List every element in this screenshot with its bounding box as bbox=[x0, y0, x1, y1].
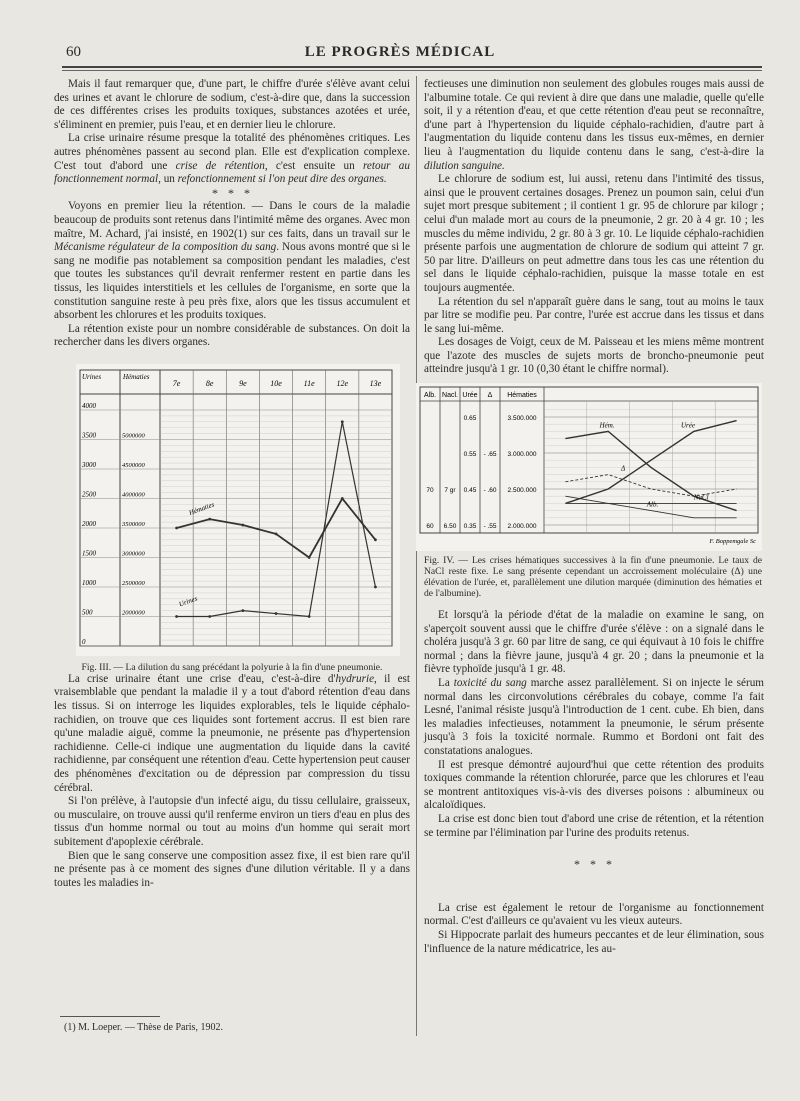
fig3-point bbox=[308, 556, 311, 559]
footnote: (1) M. Loeper. — Thèse de Paris, 1902. bbox=[64, 1022, 223, 1033]
fig4-table-cell: 2.000.000 bbox=[507, 523, 537, 531]
left-column bbox=[54, 78, 410, 890]
right-para-7: Il est presque démontré aujourd'hui que cette rétention des produits toxiques commande la rétention chlorurée, parce que les chlorures et l'eau se montrent antitoxiques vis-à-vis des diverses poisons : albumineux ou alcaloïdiques. bbox=[424, 758, 764, 812]
section-stars-2: * * * bbox=[574, 857, 614, 872]
fig3-urines-tick: 3000 bbox=[82, 460, 96, 469]
page-number: 60 bbox=[66, 44, 81, 60]
section-stars-1: * * * bbox=[212, 185, 252, 200]
fig4-series-line bbox=[565, 421, 736, 504]
fig3-day-label: 8e bbox=[205, 378, 214, 388]
left-para-2-i2: retour au fonctionnement normal bbox=[54, 159, 410, 186]
left-para-3-i: Mécanisme régulateur de la composition du sang bbox=[54, 241, 277, 254]
fig3-urines-tick: 4000 bbox=[82, 401, 96, 410]
journal-title: LE PROGRÈS MÉDICAL bbox=[304, 44, 496, 60]
fig4-table-cell: - .60 bbox=[483, 487, 497, 495]
fig3-day-label: 9e bbox=[239, 378, 247, 388]
figure-3-caption: Fig. III. — La dilution du sang précédant la polyurie à la fin d'une pneumonie. bbox=[81, 661, 383, 673]
fig4-table-cell: 0.45 bbox=[463, 487, 477, 495]
fig4-table-cell: 6.50 bbox=[443, 523, 457, 531]
fig3-day-label: 11e bbox=[303, 378, 315, 388]
fig3-day-label: 7e bbox=[172, 378, 181, 388]
fig3-urines-tick: 3500 bbox=[82, 431, 96, 440]
fig3-point bbox=[374, 585, 377, 588]
left-para-2-b: , c'est ensuite un bbox=[264, 159, 363, 172]
fig3-urines-tick: 500 bbox=[82, 608, 93, 617]
fig4-series-label: Alb. bbox=[646, 500, 659, 509]
fig4-table-header: Alb. bbox=[423, 392, 437, 400]
left-para-3-a: Voyons en premier lieu la rétention. — Dans le cours de la maladie beaucoup de produits sont retenus dans l'intimité même des organes. Avec mon maître, M. Achard, j'ai insisté, en 1902(1) sur ces faits, dans un travail sur le bbox=[54, 200, 410, 240]
fig3-series-label-hematies: Hématies bbox=[187, 500, 216, 517]
fig4-table-cell: 2.500.000 bbox=[507, 487, 537, 495]
right-para-3: La rétention du sel n'apparaît guère dans le sang, tout au moins le taux par litre se modifie peu. Par contre, l'urée est accrue dans les tissus et dans le sang lui-même. bbox=[424, 295, 764, 335]
left-para-2-i1: crise de rétention bbox=[175, 159, 265, 172]
right-para-1 bbox=[424, 78, 764, 173]
fig3-point bbox=[175, 526, 178, 529]
right-para-1-i: dilution sanguine. bbox=[424, 159, 505, 172]
left-para-2 bbox=[54, 132, 410, 186]
fig4-series-line bbox=[565, 431, 736, 510]
fig4-table-cell: 0.55 bbox=[463, 451, 477, 459]
fig4-table-cell: 0.65 bbox=[463, 415, 477, 423]
fig3-col-header-hematies: Hématies bbox=[123, 372, 150, 381]
fig3-point bbox=[208, 615, 211, 618]
right-para-1-a: fectieuses une diminution non seulement des globules rouges mais aussi de l'albumine totale. Ce qui revient à dire que dans une maladie, quelle qu'elle soit, il y a rétention d'eau, et que cette rétention d'eau peut se reconnaître, d'une part à l'hypertension du liquide céphalo-rachidien, d'autre part à l'augmentation du liquide contenu dans les tissus eux-mêmes, en dernier lieu à l'augmentation du liquide contenu dans le sang, c'est-à-dire la bbox=[424, 78, 764, 158]
right-para-6 bbox=[424, 677, 764, 759]
right-para-8: La crise est donc bien tout d'abord une crise de rétention, et la rétention se termine par l'élimination par l'urine des produits retenus. bbox=[424, 812, 764, 839]
fig4-series-label: Urée bbox=[680, 421, 695, 430]
column-divider bbox=[416, 76, 417, 1036]
left-para-5-a: La crise urinaire étant une crise d'eau, c'est-à-dire d' bbox=[68, 672, 336, 685]
right-para-6-i: toxicité du sang bbox=[453, 677, 527, 690]
right-column bbox=[424, 78, 764, 956]
left-para-1: Mais il faut remarquer que, d'une part, le chiffre d'urée s'élève avant celui des urines et avant le chlorure de sodium, c'est-à-dire que, dans la succession de ces différentes crises les produits toxiques, substances azotées et urée, s'éliminent en premier, puis l'eau, et en dernier lieu le chlorure. bbox=[54, 78, 410, 131]
right-para-5: Et lorsqu'à la période d'état de la maladie on examine le sang, on s'aperçoit souvent aussi que le chiffre d'urée s'élève : on a signalé dans le choléra jusqu'à 3 gr. 60 par litre de sang, ce qui équivaut à 10 fois le chiffre normal ; dans la fièvre jaune, jusqu'à 4 gr. 20 ; dans la pneumonie et la fièvre typhoïde jusqu'à 1 gr. 48. bbox=[424, 609, 764, 676]
left-para-5-b: , il est vraisemblable que pendant la maladie il y a tout d'abord rétention d'eau dans les tissus. Si on interroge les liquides explorables, tels le liquide céphalo-rachidien, on trouve que ces liquides sont fortement accrus. Il est bien rare qu'une maladie aiguë, comme la pneumonie, ne présente pas d'hypertension rachidienne. Celle-ci indique une augmentation du liquide dans la cavité rachidienne, par conséquent une rétention d'eau. Cette hypertension peut causer des phénomènes d'excitation ou de dépression par compression du tissu cérébral. bbox=[54, 672, 410, 794]
fig4-engraver-credit: F. Boppemgale Sc bbox=[709, 538, 756, 546]
left-para-4: La rétention existe pour un nombre considérable de substances. On doit la rechercher dans les divers organes. bbox=[54, 322, 410, 349]
fig3-col-header-urines: Urines bbox=[82, 372, 102, 381]
fig3-day-label: 12e bbox=[336, 378, 349, 388]
header-rule bbox=[62, 66, 762, 68]
fig4-table-header: Urée bbox=[462, 392, 478, 400]
left-para-3 bbox=[54, 200, 410, 322]
fig4-table-cell: 70 bbox=[426, 487, 434, 495]
fig3-hematies-tick: 4500000 bbox=[122, 461, 145, 469]
fig3-urines-tick: 0 bbox=[82, 637, 86, 646]
fig4-table-cell: 7 gr bbox=[444, 487, 456, 495]
fig3-day-label: 10e bbox=[270, 378, 282, 388]
fig3-point bbox=[308, 615, 311, 618]
fig3-urines-tick: 2000 bbox=[82, 519, 96, 528]
fig4-series-label: NaCl bbox=[693, 493, 709, 502]
fig3-series-label-urines: Urines bbox=[177, 594, 199, 609]
footnote-rule bbox=[60, 1016, 160, 1017]
fig3-urines-tick: 1500 bbox=[82, 549, 96, 558]
fig3-hematies-tick: 2000000 bbox=[122, 609, 145, 617]
fig3-point bbox=[341, 497, 344, 500]
left-para-6: Si l'on prélève, à l'autopsie d'un infecté aigu, du tissu cellulaire, graisseux, ou musculaire, on trouve aussi qu'il renferme environ un tiers d'eau en plus des tissus d'un homme normal ou tout au moins d'un homme qui serait mort subitement d'apoplexie cérébrale. bbox=[54, 795, 410, 848]
right-para-9: La crise est également le retour de l'organisme au fonctionnement normal. C'est d'ailleurs ce qu'avaient vu les vieux auteurs. bbox=[424, 901, 764, 928]
fig3-hematies-tick: 3000000 bbox=[122, 550, 145, 558]
left-para-3-b: . Nous avons montré que si le sang ne modifie pas notablement sa composition pendant les maladies, c'est que toutes les substances qu'il devrait renfermer restent en partie dans les tissus, les liquides interstitiels et les cellules de l'organisme, en sorte que la constitution sanguine reste à peu près fixe, alors que les tissus accumulent et absorbent les chlorures et les produits toxiques. bbox=[54, 241, 410, 322]
fig3-point bbox=[241, 609, 244, 612]
fig4-table-cell: 3.500.000 bbox=[507, 415, 537, 423]
right-para-4: Les dosages de Voigt, ceux de M. Paisseau et les miens même montrent que l'azote des muscles de sujets morts de broncho-pneumonie peut atteindre jusqu'à 1 gr. 10 (0,30 étant le chiffre normal). bbox=[424, 336, 764, 376]
fig4-table-cell: 3.000.000 bbox=[507, 451, 537, 459]
fig3-point bbox=[341, 420, 344, 423]
header-rule-thin bbox=[62, 70, 762, 71]
left-para-2-a: La crise urinaire résume presque la totalité des phénomènes critiques. Les autres phénomènes passent au second plan. Elle est d'explication complexe. C'est tout d'abord une bbox=[54, 132, 410, 172]
fig3-day-label: 13e bbox=[369, 378, 382, 388]
left-para-2-c: , un bbox=[158, 173, 178, 186]
fig3-urines-tick: 1000 bbox=[82, 578, 96, 587]
fig3-hematies-tick: 3500000 bbox=[122, 520, 145, 528]
fig3-point bbox=[374, 538, 377, 541]
right-para-2: Le chlorure de sodium est, lui aussi, retenu dans l'intimité des tissus, ainsi que le prouvent certaines dosages. Prenez un poumon sain, celui d'un sujet mort presque subitement ; il contient 1 gr. 95 de chlorure par kilogr ; celui d'un malade mort au cours de la pneumonie, 2 gr. 20 à 4 gr. 10 ; les muscles du même individu, 2 gr. 80 à 3 gr. 10. Le liquide céphalo-rachidien présente parfois une augmentation de chlorure de sodium qui atteint 7 gr. 50 par litre. D'ailleurs on peut admettre dans tous les cas une rétention du sel dans le liquide céphalo-rachidien, puisque la masse totale en est toujours augmentée. bbox=[424, 173, 764, 294]
right-para-6-a: La bbox=[438, 677, 454, 690]
fig4-series-label: Δ bbox=[621, 464, 626, 473]
left-para-5 bbox=[54, 673, 410, 795]
left-para-2-i3: refonctionnement si l'on peut dire des organes. bbox=[177, 173, 387, 186]
figure-3 bbox=[76, 364, 400, 656]
fig3-urines-tick: 2500 bbox=[82, 490, 96, 499]
fig3-point bbox=[275, 612, 278, 615]
fig3-point bbox=[175, 615, 178, 618]
fig4-table-header: Nacl. bbox=[442, 392, 458, 400]
fig4-table-header: Hématies bbox=[507, 392, 537, 400]
left-para-5-i: hydrurie bbox=[335, 672, 375, 685]
fig4-frame bbox=[420, 387, 758, 533]
fig4-series-label: Hém. bbox=[599, 421, 615, 430]
fig4-table-cell: 0.35 bbox=[463, 523, 477, 531]
fig4-table-cell: 60 bbox=[426, 523, 434, 531]
fig4-series-line bbox=[565, 475, 736, 497]
fig3-hematies-tick: 5000000 bbox=[122, 432, 145, 440]
fig3-point bbox=[241, 524, 244, 527]
fig4-table-header: Δ bbox=[487, 392, 493, 400]
fig3-point bbox=[275, 532, 278, 535]
fig3-hematies-tick: 2500000 bbox=[122, 579, 145, 587]
fig3-hematies-tick: 4000000 bbox=[122, 491, 145, 499]
fig3-point bbox=[208, 518, 211, 521]
fig4-table-cell: - .55 bbox=[483, 523, 497, 531]
figure-3-chart bbox=[76, 364, 400, 656]
fig4-table-cell: - .65 bbox=[483, 451, 497, 459]
figure-4 bbox=[416, 383, 762, 551]
right-para-6-b: marche assez parallèlement. Si on injecte le sérum normal dans les circonvolutions cérébrales du cobaye, comme l'a fait Lesné, l'animal résiste jusqu'à l'introduction de 1 cent. cube. Eh bien, dans les maladies infectieuses, notamment la pneumonie, le sérum présente jusqu'à 3 fois la toxicité normale. Rummo et Bordoni ont fait des constatations analogues. bbox=[424, 677, 764, 757]
right-para-10: Si Hippocrate parlait des humeurs peccantes et de leur élimination, sous l'influence de la nature médicatrice, les au- bbox=[424, 928, 764, 955]
figure-4-caption: Fig. IV. — Les crises hématiques successives à la fin d'une pneumonie. Le taux de NaCl reste fixe. Le sang présente cependant un accroissement moléculaire (Δ) une élévation de l'urée, et, parallèlement une dilution marquée (diminution des hématies et de l'albumine). bbox=[424, 555, 762, 600]
figure-4-chart bbox=[416, 383, 762, 551]
left-para-7: Bien que le sang conserve une composition assez fixe, il est bien rare qu'il ne présente pas à ce moment des signes d'une dilution véritable. Il y a dans toutes les maladies in- bbox=[54, 849, 410, 889]
